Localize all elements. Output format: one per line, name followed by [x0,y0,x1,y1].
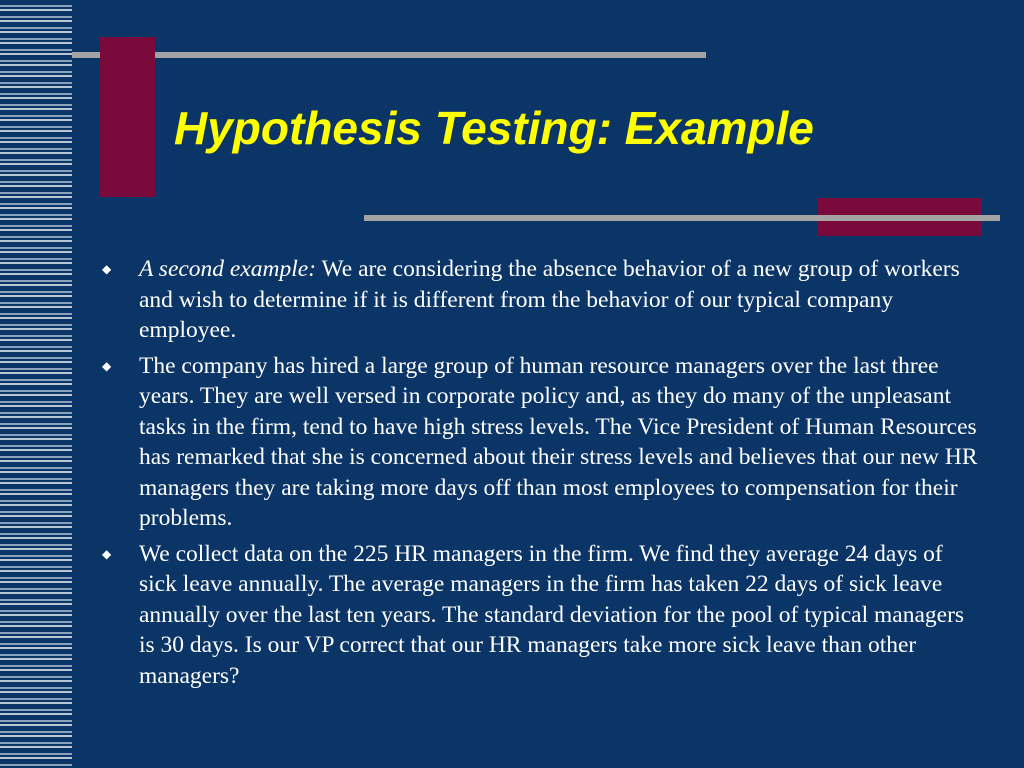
slide-title: Hypothesis Testing: Example [174,102,814,154]
decorative-stripes [0,0,72,768]
bullet-list [100,254,980,696]
bullet-item [100,539,980,692]
bullet-lead: A second example: [139,256,317,282]
diamond-bullet-icon: ◆ [102,546,112,561]
bullet-item [100,254,980,346]
bullet-item [100,351,980,534]
bullet-text: We collect data on the 225 HR managers in the firm. We find they average 24 days of sick leave annually. The average managers in the firm has taken 22 days of sick leave annually over the last ten years. The standard deviation for the pool of typical managers is 30 days. Is our VP correct that our HR managers take more sick leave than other managers? [139,540,965,689]
diamond-bullet-icon: ◆ [102,358,112,373]
decorative-line-mid [364,215,1000,221]
diamond-bullet-icon: ◆ [102,262,112,276]
bullet-text: The company has hired a large group of human resource managers over the last three years. They are well versed in corporate policy and, as they do many of the unpleasant tasks in the firm, tend to have high stress levels. The Vice President of Human Resources has remarked that she is concerned about their stress levels and believes that our new HR managers they are taking more days off than most employees to compensation for their problems. [139,352,978,531]
decorative-line-top [72,52,706,58]
decorative-block-top [100,37,155,197]
bullet-text: We are considering the absence behavior of a new group of workers and wish to determine if it is different from the behavior of our typical company employee. [139,256,960,343]
